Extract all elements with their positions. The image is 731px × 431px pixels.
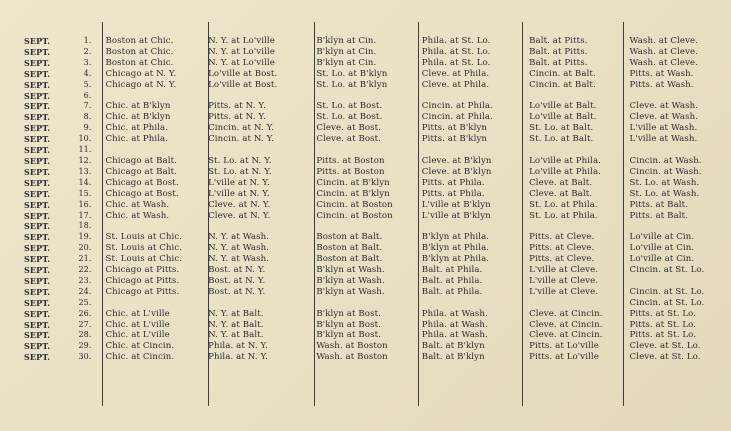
schedule-row: [0, 265, 731, 276]
game-cell: Lo'ville at Cin.: [629, 232, 695, 243]
game-cell: St. Lo. at N. Y.: [208, 166, 272, 177]
game-cell: [627, 221, 731, 232]
game-cell: Cincin. at Balt.: [529, 68, 596, 79]
game-cell: [310, 221, 416, 232]
schedule-row: [0, 156, 731, 167]
schedule-row: [0, 309, 731, 320]
month-label: SEPT.: [24, 254, 51, 265]
game-cell: St. Louis at Chic.: [105, 232, 183, 243]
game-cell: Lo'ville at Balt.: [529, 112, 597, 123]
game-cell: Balt. at B'klyn: [421, 341, 485, 352]
game-cell: Pitts. at Cleve.: [529, 254, 595, 265]
month-label: SEPT.: [24, 101, 51, 112]
month-label: SEPT.: [24, 36, 51, 46]
game-cell: Pitts. at N. Y.: [208, 101, 266, 112]
game-cell: Phila. at St. Lo.: [421, 46, 491, 57]
day-number: 6.: [83, 90, 92, 100]
game-cell: Bost. at N. Y.: [208, 265, 266, 276]
month-label: SEPT.: [24, 166, 51, 177]
game-cell: St. Lo. at Balt.: [529, 134, 594, 145]
game-cell: Cincin. at Phila.: [421, 112, 493, 123]
day-number: 13.: [78, 166, 92, 176]
schedule-row: [0, 36, 731, 47]
game-cell: [627, 145, 731, 156]
game-cell: Pitts. at Boston: [316, 166, 385, 177]
game-cell: Cleve. at Phila.: [421, 68, 490, 79]
game-cell: Chicago at Pitts.: [105, 286, 180, 297]
game-cell: [310, 91, 416, 102]
game-cell: Lo'ville at Bost.: [208, 68, 278, 79]
game-cell: Balt. at Phila.: [421, 286, 483, 297]
day-number: 21.: [78, 254, 92, 264]
game-cell: B'klyn at Phila.: [421, 254, 490, 265]
game-cell: Boston at Balt.: [316, 232, 383, 243]
game-cell: Bost. at N. Y.: [208, 286, 266, 297]
schedule-row: [0, 58, 731, 69]
game-cell: [201, 298, 310, 309]
game-cell: [417, 221, 525, 232]
month-label: SEPT.: [24, 68, 51, 79]
game-cell: Pitts. at Cleve.: [529, 243, 595, 254]
game-cell: [525, 221, 626, 232]
game-cell: Lo'ville at Phila.: [529, 155, 602, 166]
game-cell: Pitts. at St. Lo.: [629, 319, 697, 330]
game-cell: Cleve. at Wash.: [629, 112, 699, 123]
game-cell: Pitts. at Balt.: [629, 210, 689, 221]
game-cell: Cincin. at Wash.: [629, 166, 702, 177]
game-cell: Balt. at Pitts.: [529, 46, 588, 57]
game-cell: Pitts. at Cleve.: [529, 232, 595, 243]
game-cell: N. Y. at Balt.: [208, 319, 264, 330]
game-cell: Wash. at Cleve.: [629, 57, 699, 68]
schedule-row: [0, 200, 731, 211]
game-cell: St. Louis at Chic.: [105, 254, 183, 265]
game-cell: Cleve. at N. Y.: [208, 199, 271, 210]
game-cell: Pitts. at Balt.: [629, 199, 689, 210]
game-cell: Chic. at Cincin.: [105, 352, 175, 363]
game-cell: Cleve. at Wash.: [629, 101, 699, 112]
schedule-row: [0, 352, 731, 363]
schedule-row: [0, 47, 731, 58]
game-cell: [627, 276, 731, 287]
game-cell: Pitts. at St. Lo.: [629, 330, 697, 341]
game-cell: St. Lo. at Phila.: [529, 210, 598, 221]
game-cell: Chic. at L'ville: [105, 308, 170, 319]
schedule-row: [0, 167, 731, 178]
game-cell: Pitts. at St. Lo.: [629, 308, 697, 319]
game-cell: Phila. at Wash.: [421, 319, 488, 330]
schedule-row: [0, 320, 731, 331]
day-number: 16.: [78, 199, 92, 209]
schedule-row: [0, 145, 731, 156]
month-label: SEPT.: [24, 210, 51, 221]
day-number: 18.: [78, 221, 92, 231]
month-label: SEPT.: [24, 221, 51, 232]
game-cell: St. Lo. at B'klyn: [316, 68, 388, 79]
game-cell: Boston at Chic.: [105, 36, 174, 46]
day-number: 28.: [78, 330, 92, 340]
game-cell: St. Lo. at B'klyn: [316, 79, 388, 90]
game-cell: St. Lo. at Bost.: [316, 112, 383, 123]
day-number: 1.: [83, 36, 92, 45]
game-cell: N. Y. at Lo'ville: [208, 46, 275, 57]
schedule-row: [0, 112, 731, 123]
month-label: SEPT.: [24, 57, 51, 68]
game-cell: Pitts. at Lo'ville: [529, 341, 599, 352]
game-cell: B'klyn at Wash.: [316, 275, 385, 286]
day-number: 20.: [78, 243, 92, 253]
day-number: 2.: [83, 46, 92, 56]
game-cell: Pitts. at N. Y.: [208, 112, 266, 123]
game-cell: Cincin. at Wash.: [629, 155, 702, 166]
day-number: 14.: [78, 177, 92, 187]
game-cell: Cincin. at St. Lo.: [629, 265, 705, 276]
game-cell: Cincin. at B'klyn: [316, 177, 390, 188]
day-number: 4.: [83, 68, 92, 78]
month-label: SEPT.: [24, 199, 51, 210]
game-cell: Lo'ville at Balt.: [529, 101, 597, 112]
game-cell: Cleve. at Cincin.: [529, 319, 603, 330]
game-cell: B'klyn at Phila.: [421, 232, 490, 243]
game-cell: Cleve. at Bost.: [316, 123, 382, 134]
day-number: 25.: [78, 297, 92, 307]
month-label: SEPT.: [24, 286, 51, 297]
month-label: SEPT.: [24, 79, 51, 90]
game-cell: Lo'ville at Bost.: [208, 79, 278, 90]
game-cell: Boston at Balt.: [316, 243, 383, 254]
game-cell: Chicago at Balt.: [105, 155, 177, 166]
game-cell: Pitts. at B'klyn: [421, 134, 488, 145]
game-cell: B'klyn at Bost.: [316, 319, 381, 330]
day-number: 30.: [78, 352, 92, 362]
game-cell: Chic. at Phila.: [105, 123, 169, 134]
game-cell: Balt. at Phila.: [421, 275, 483, 286]
schedule-row: [0, 189, 731, 200]
day-number: 29.: [78, 341, 92, 351]
schedule-row: [0, 80, 731, 91]
game-cell: [627, 91, 731, 102]
game-cell: Cincin. at Balt.: [529, 79, 596, 90]
game-cell: Pitts. at Lo'ville: [529, 352, 599, 363]
game-cell: [417, 145, 525, 156]
game-cell: Pitts. at Phila.: [421, 177, 485, 188]
game-cell: Wash. at Cleve.: [629, 46, 699, 57]
game-cell: Balt. at Pitts.: [529, 57, 588, 68]
game-cell: St. Lo. at Wash.: [629, 177, 700, 188]
game-cell: Cleve. at Phila.: [421, 79, 490, 90]
game-cell: St. Lo. at Phila.: [529, 199, 598, 210]
game-cell: Wash. at Cleve.: [629, 36, 699, 46]
day-number: 23.: [78, 275, 92, 285]
game-cell: Pitts. at Boston: [316, 155, 385, 166]
game-cell: [417, 91, 525, 102]
game-cell: L'ville at B'klyn: [421, 210, 491, 221]
schedule-row: [0, 243, 731, 254]
day-number: 3.: [83, 57, 92, 67]
day-number: 17.: [78, 210, 92, 220]
game-cell: Chic. at B'klyn: [105, 112, 171, 123]
schedule-row: [0, 341, 731, 352]
month-label: SEPT.: [24, 308, 51, 319]
game-cell: Boston at Chic.: [105, 57, 174, 68]
game-cell: Chic. at Wash.: [105, 210, 170, 221]
month-label: SEPT.: [24, 265, 51, 276]
game-cell: Lo'ville at Cin.: [629, 254, 695, 265]
game-cell: Chicago at Bost.: [105, 188, 179, 199]
game-cell: L'ville at Wash.: [629, 123, 698, 134]
game-cell: [97, 298, 201, 309]
month-label: SEPT.: [24, 232, 51, 243]
game-cell: L'ville at Cleve.: [529, 275, 599, 286]
game-cell: Phila. at Wash.: [421, 308, 488, 319]
game-cell: Boston at Chic.: [105, 46, 174, 57]
game-cell: St. Louis at Chic.: [105, 243, 183, 254]
game-cell: Cincin. at Boston: [316, 210, 393, 221]
game-cell: Balt. at B'klyn: [421, 352, 485, 363]
game-cell: [97, 91, 201, 102]
month-label: SEPT.: [24, 46, 51, 57]
game-cell: Cleve. at N. Y.: [208, 210, 271, 221]
game-cell: [525, 145, 626, 156]
schedule-row: [0, 330, 731, 341]
month-label: SEPT.: [24, 145, 51, 156]
game-cell: Chicago at Pitts.: [105, 275, 180, 286]
game-cell: [417, 298, 525, 309]
game-cell: L'ville at Cleve.: [529, 265, 599, 276]
game-cell: [525, 298, 626, 309]
schedule-table: [0, 36, 731, 363]
game-cell: St. Lo. at N. Y.: [208, 155, 272, 166]
game-cell: Chicago at Bost.: [105, 177, 179, 188]
game-cell: Phila. at N. Y.: [208, 352, 269, 363]
game-cell: N. Y. at Balt.: [208, 308, 264, 319]
day-number: 26.: [78, 308, 92, 318]
day-number: 11.: [78, 145, 92, 155]
game-cell: St. Lo. at Wash.: [629, 188, 700, 199]
month-label: SEPT.: [24, 123, 51, 134]
schedule-row: [0, 91, 731, 102]
day-number: 12.: [78, 155, 92, 165]
game-cell: Chicago at N. Y.: [105, 68, 177, 79]
game-cell: [525, 91, 626, 102]
day-number: 10.: [78, 134, 92, 144]
month-label: SEPT.: [24, 352, 51, 363]
game-cell: Phila. at N. Y.: [208, 341, 269, 352]
game-cell: Pitts. at Phila.: [421, 188, 485, 199]
game-cell: N. Y. at Wash.: [208, 254, 270, 265]
day-number: 24.: [78, 286, 92, 296]
game-cell: [310, 145, 416, 156]
game-cell: [201, 221, 310, 232]
game-cell: Chic. at L'ville: [105, 319, 170, 330]
game-cell: Balt. at Phila.: [421, 265, 483, 276]
game-cell: B'klyn at Cin.: [316, 57, 377, 68]
game-cell: Cincin. at N. Y.: [208, 123, 275, 134]
game-cell: Cleve. at Balt.: [529, 188, 593, 199]
game-cell: [201, 145, 310, 156]
month-label: SEPT.: [24, 330, 51, 341]
schedule-row: [0, 101, 731, 112]
game-cell: Pitts. at B'klyn: [421, 123, 488, 134]
month-label: SEPT.: [24, 177, 51, 188]
game-cell: B'klyn at Phila.: [421, 243, 490, 254]
game-cell: Balt. at Pitts.: [529, 36, 588, 46]
game-cell: L'ville at N. Y.: [208, 188, 270, 199]
game-cell: Lo'ville at Cin.: [629, 243, 695, 254]
game-cell: Chic. at B'klyn: [105, 101, 171, 112]
schedule-row: [0, 287, 731, 298]
game-cell: Cleve. at Bost.: [316, 134, 382, 145]
game-cell: Chicago at Pitts.: [105, 265, 180, 276]
game-cell: Chic. at Phila.: [105, 134, 169, 145]
game-cell: Chic. at L'ville: [105, 330, 170, 341]
schedule-row: [0, 232, 731, 243]
game-cell: Chicago at N. Y.: [105, 79, 177, 90]
day-number: 22.: [78, 265, 92, 275]
game-cell: L'ville at Wash.: [629, 134, 698, 145]
game-cell: N. Y. at Wash.: [208, 232, 270, 243]
game-cell: [97, 145, 201, 156]
game-cell: Chic. at Cincin.: [105, 341, 175, 352]
game-cell: Phila. at St. Lo.: [421, 57, 491, 68]
schedule-row: [0, 211, 731, 222]
game-cell: Cleve. at B'klyn: [421, 166, 492, 177]
month-label: SEPT.: [24, 275, 51, 286]
day-number: 7.: [83, 101, 92, 111]
game-cell: Cleve. at B'klyn: [421, 155, 492, 166]
game-cell: Phila. at St. Lo.: [421, 36, 491, 46]
game-cell: Cleve. at St. Lo.: [629, 352, 701, 363]
game-cell: Phila. at Wash.: [421, 330, 488, 341]
game-cell: Bost. at N. Y.: [208, 275, 266, 286]
game-cell: Cincin. at Boston: [316, 199, 393, 210]
game-cell: Lo'ville at Phila.: [529, 166, 602, 177]
game-cell: Cincin. at St. Lo.: [629, 286, 705, 297]
game-cell: B'klyn at Wash.: [316, 286, 385, 297]
game-cell: Cleve. at Cincin.: [529, 308, 603, 319]
game-cell: Cincin. at N. Y.: [208, 134, 275, 145]
schedule-body: [0, 36, 731, 363]
game-cell: N. Y. at Lo'ville: [208, 57, 275, 68]
month-label: SEPT.: [24, 243, 51, 254]
schedule-row: [0, 276, 731, 287]
game-cell: B'klyn at Bost.: [316, 330, 381, 341]
game-cell: Cleve. at Balt.: [529, 177, 593, 188]
game-cell: Wash. at Boston: [316, 352, 388, 363]
day-number: 19.: [78, 232, 92, 242]
game-cell: Pitts. at Wash.: [629, 79, 694, 90]
game-cell: B'klyn at Bost.: [316, 308, 381, 319]
schedule-row: [0, 178, 731, 189]
game-cell: St. Lo. at Bost.: [316, 101, 383, 112]
schedule-row: [0, 298, 731, 309]
game-cell: Chic. at Wash.: [105, 199, 170, 210]
game-cell: N. Y. at Wash.: [208, 243, 270, 254]
game-cell: Cincin. at St. Lo.: [629, 297, 705, 308]
game-cell: Chicago at Balt.: [105, 166, 177, 177]
day-number: 27.: [78, 319, 92, 329]
game-cell: [310, 298, 416, 309]
game-cell: B'klyn at Wash.: [316, 265, 385, 276]
schedule-row: [0, 69, 731, 80]
game-cell: Cincin. at Phila.: [421, 101, 493, 112]
game-cell: Cleve. at Cincin.: [529, 330, 603, 341]
game-cell: L'ville at B'klyn: [421, 199, 491, 210]
month-label: SEPT.: [24, 297, 51, 308]
game-cell: Boston at Balt.: [316, 254, 383, 265]
month-label: SEPT.: [24, 90, 51, 101]
game-cell: N. Y. at Lo'ville: [208, 36, 275, 46]
day-number: 9.: [83, 123, 92, 133]
day-number: 5.: [83, 79, 92, 89]
game-cell: St. Lo. at Balt.: [529, 123, 594, 134]
day-number: 15.: [78, 188, 92, 198]
schedule-row: [0, 254, 731, 265]
day-number: 8.: [83, 112, 92, 122]
game-cell: B'klyn at Cin.: [316, 36, 377, 46]
month-label: SEPT.: [24, 155, 51, 166]
month-label: SEPT.: [24, 341, 51, 352]
game-cell: Wash. at Boston: [316, 341, 388, 352]
month-label: SEPT.: [24, 134, 51, 145]
game-cell: [201, 91, 310, 102]
schedule-row: [0, 123, 731, 134]
game-cell: Cincin. at B'klyn: [316, 188, 390, 199]
game-cell: N. Y. at Balt.: [208, 330, 264, 341]
game-cell: Cleve. at St. Lo.: [629, 341, 701, 352]
schedule-row: [0, 134, 731, 145]
month-label: SEPT.: [24, 112, 51, 123]
game-cell: [97, 221, 201, 232]
month-label: SEPT.: [24, 188, 51, 199]
month-label: SEPT.: [24, 319, 51, 330]
game-cell: Pitts. at Wash.: [629, 68, 694, 79]
game-cell: L'ville at N. Y.: [208, 177, 270, 188]
game-cell: L'ville at Cleve.: [529, 286, 599, 297]
schedule-row: [0, 221, 731, 232]
game-cell: B'klyn at Cin.: [316, 46, 377, 57]
